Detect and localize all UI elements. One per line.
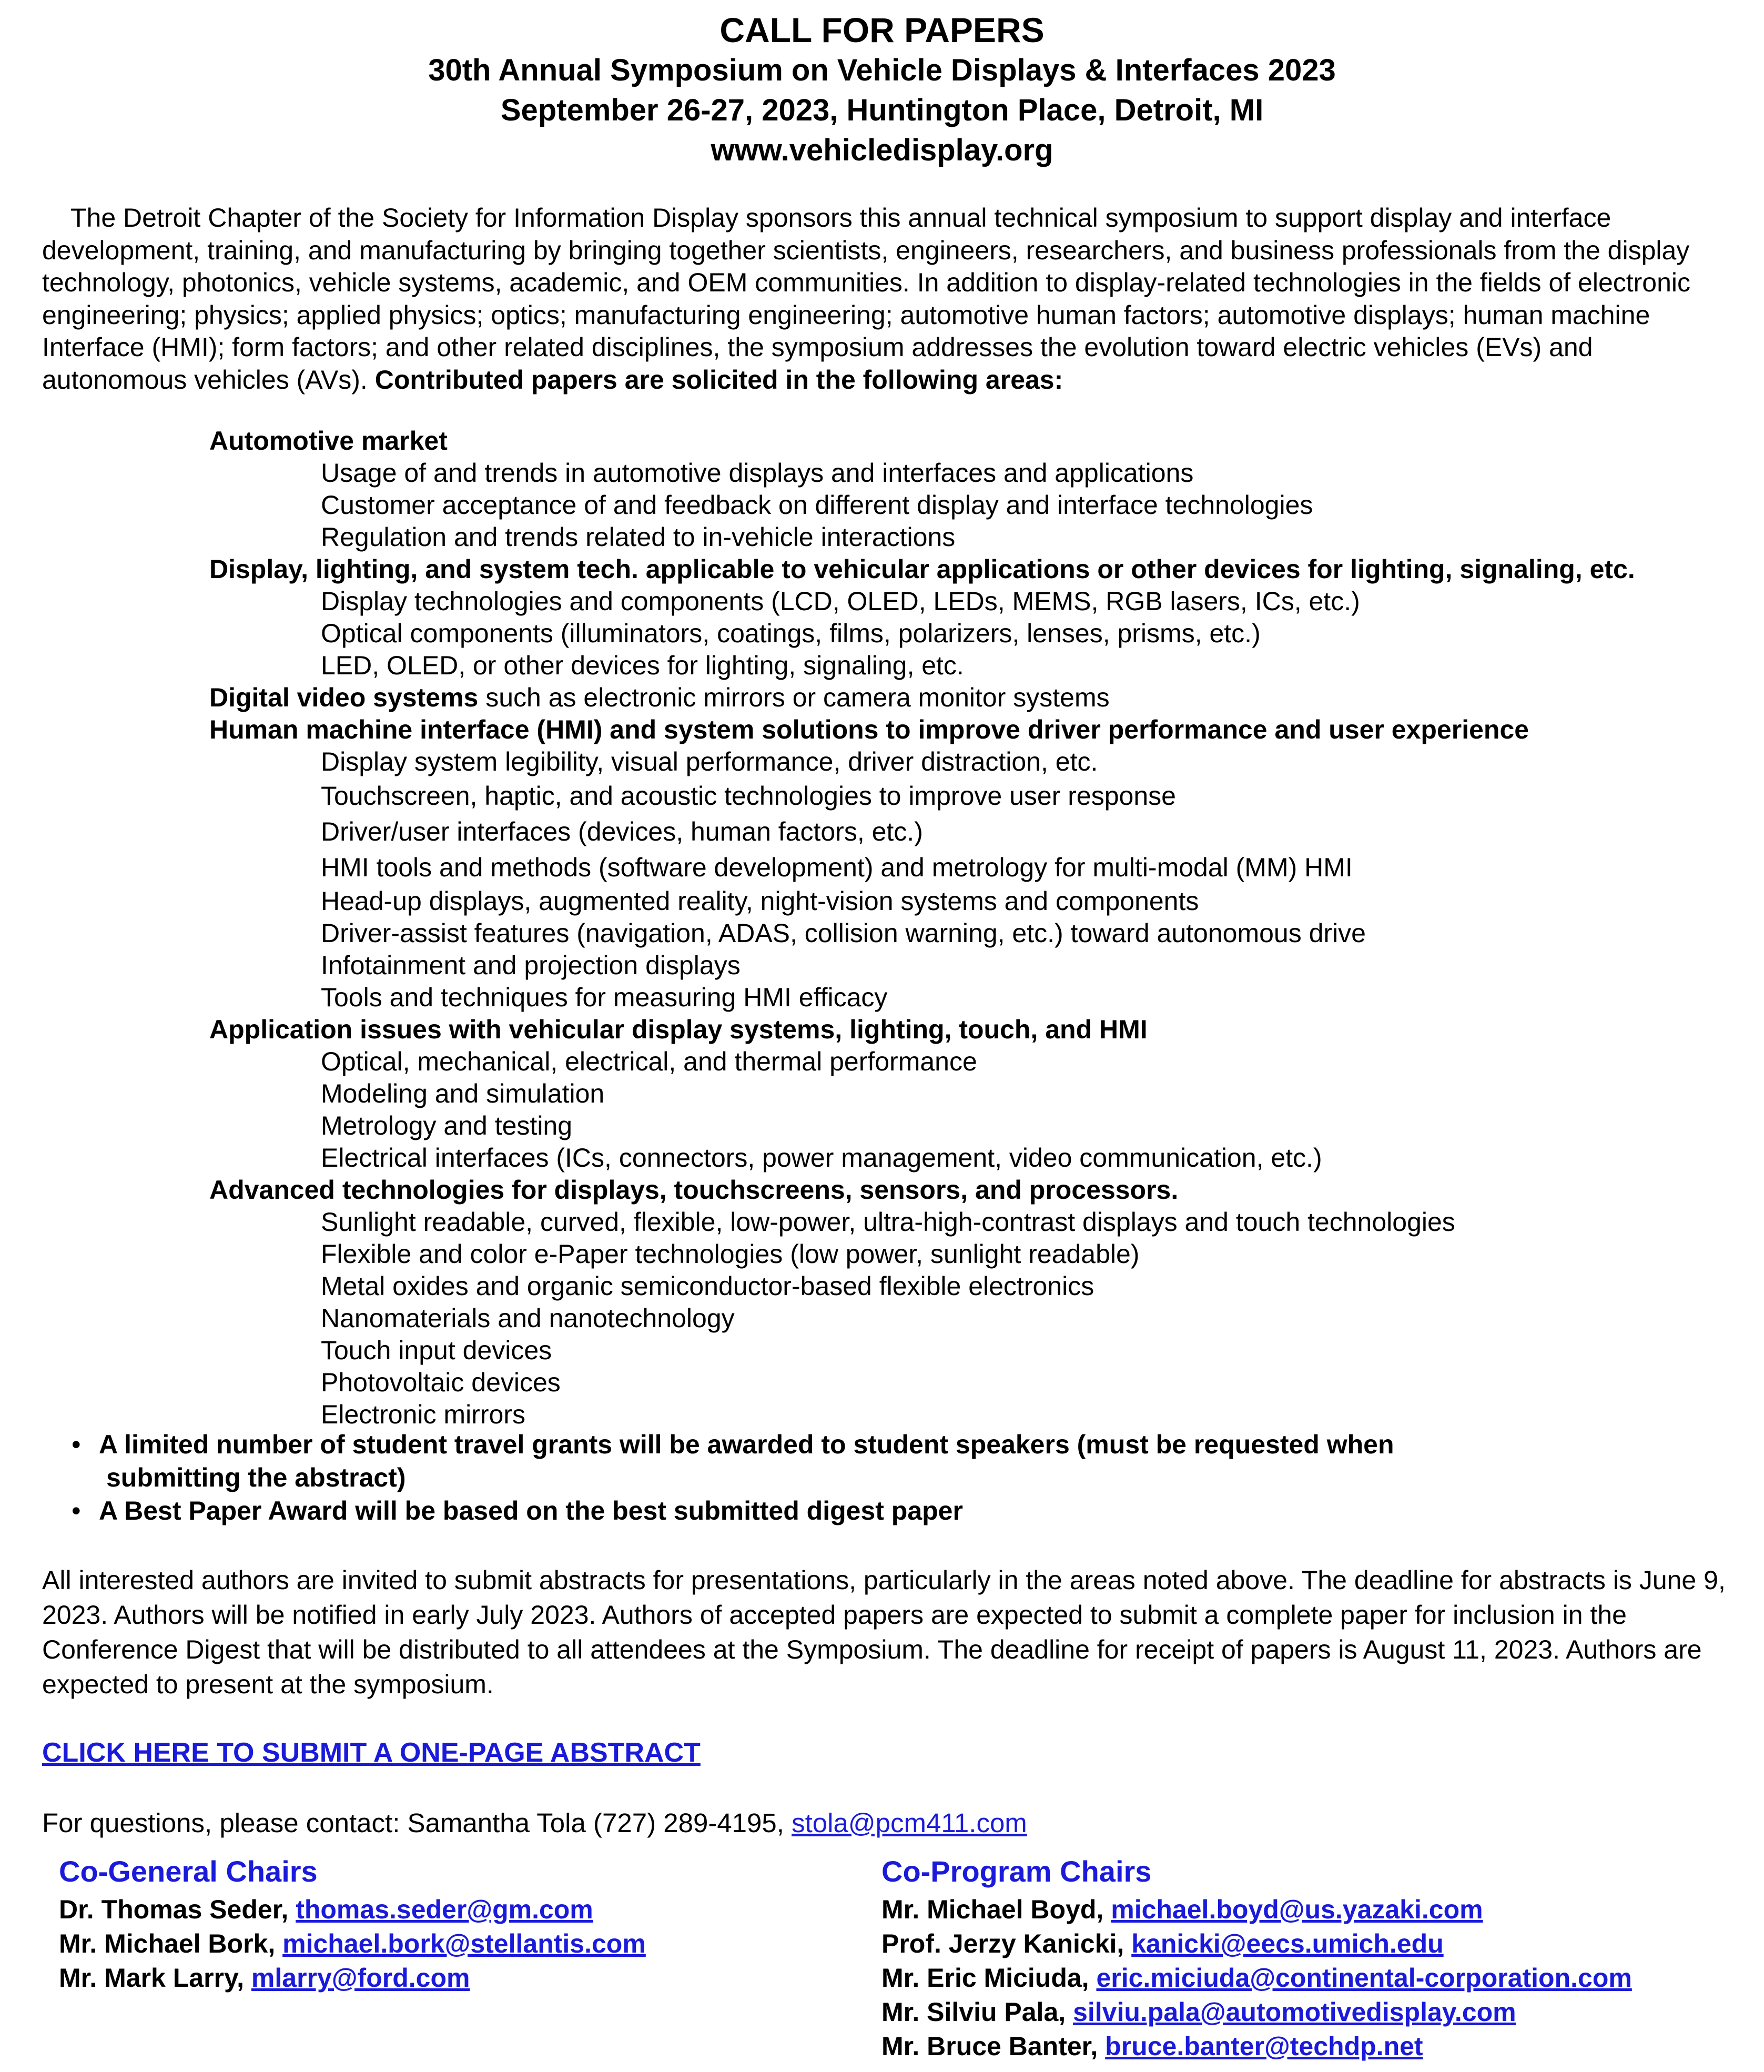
category-display-lighting: Display, lighting, and system tech. applicable to vehicular applications or other devices for lighting, signaling, etc. <box>209 554 1635 584</box>
topic-item: Customer acceptance of and feedback on different display and interface technologies <box>321 490 1313 520</box>
bullet-list <box>68 1428 1699 1528</box>
chair-row: Mr. Michael Boyd, michael.boyd@us.yazaki.com <box>881 1895 1483 1924</box>
bullet-icon: • <box>72 1496 81 1525</box>
chair-row: Mr. Mark Larry, mlarry@ford.com <box>59 1963 470 1993</box>
topic-item: Touch input devices <box>321 1336 552 1365</box>
topic-item: Display technologies and components (LCD, OLED, LEDs, MEMS, RGB lasers, ICs, etc.) <box>321 587 1360 616</box>
category-application-issues: Application issues with vehicular display systems, lighting, touch, and HMI <box>209 1015 1148 1044</box>
contact-line <box>42 1807 1027 1839</box>
category-digital-video: Digital video systems such as electronic mirrors or camera monitor systems <box>209 683 1110 712</box>
submit-abstract-link[interactable]: CLICK HERE TO SUBMIT A ONE-PAGE ABSTRACT <box>42 1737 701 1768</box>
topic-item: Sunlight readable, curved, flexible, low-power, ultra-high-contrast displays and touch technologies <box>321 1207 1455 1237</box>
chair-email-link[interactable]: michael.bork@stellantis.com <box>282 1929 646 1958</box>
topic-item: LED, OLED, or other devices for lighting, signaling, etc. <box>321 651 964 680</box>
topic-item: Tools and techniques for measuring HMI efficacy <box>321 983 888 1012</box>
header <box>0 9 1764 170</box>
page-title: CALL FOR PAPERS <box>719 11 1045 49</box>
topic-item: Electronic mirrors <box>321 1400 525 1429</box>
topic-item: Metal oxides and organic semiconductor-based flexible electronics <box>321 1271 1094 1301</box>
topic-item: Usage of and trends in automotive displays and interfaces and applications <box>321 458 1194 488</box>
topic-item: Driver/user interfaces (devices, human factors, etc.) <box>321 817 923 846</box>
category-automotive-market: Automotive market <box>209 426 448 456</box>
chair-row: Dr. Thomas Seder, thomas.seder@gm.com <box>59 1895 593 1924</box>
topic-areas <box>209 425 1756 1431</box>
intro-text: The Detroit Chapter of the Society for Information Display sponsors this annual technical symposium to support display and interface development, training, and manufacturing by bringing together scientists, engineers, researchers, and business professionals from the display technology, photonics, vehicle systems, academic, and OEM communities. In addition to display-related technologies in the fields of electronic engineering; physics; applied physics; optics; manufacturing engineering; automotive human factors; automotive displays; human machine Interface (HMI); form factors; and other related disciplines, the symposium addresses the evolution toward electric vehicles (EVs) and autonomous vehicles (AVs). <box>42 203 1691 395</box>
chair-row: Mr. Michael Bork, michael.bork@stellantis.com <box>59 1929 646 1958</box>
topic-item: Driver-assist features (navigation, ADAS, collision warning, etc.) toward autonomous drive <box>321 918 1366 948</box>
intro-paragraph <box>42 202 1741 396</box>
topic-item: Photovoltaic devices <box>321 1368 561 1397</box>
bullet-travel-grants: • A limited number of student travel grants will be awarded to student speakers (must be requested when submitting the abstract) <box>68 1428 1699 1494</box>
bullet-icon: • <box>72 1430 81 1459</box>
topic-item: Regulation and trends related to in-vehicle interactions <box>321 522 956 552</box>
topic-item: HMI tools and methods (software development) and metrology for multi-modal (MM) HMI <box>321 853 1353 882</box>
general-chairs <box>59 1852 646 1995</box>
contact-text: For questions, please contact: Samantha Tola (727) 289-4195, <box>42 1808 784 1838</box>
category-advanced-technologies: Advanced technologies for displays, touchscreens, sensors, and processors. <box>209 1175 1179 1205</box>
topic-item: Electrical interfaces (ICs, connectors, power management, video communication, etc.) <box>321 1143 1322 1173</box>
event-name: 30th Annual Symposium on Vehicle Displays & Interfaces 2023 <box>428 53 1336 87</box>
topic-item: Optical components (illuminators, coatings, films, polarizers, lenses, prisms, etc.) <box>321 619 1261 648</box>
chair-row: Mr. Eric Miciuda, eric.miciuda@continental-corporation.com <box>881 1963 1632 1993</box>
topic-item: Optical, mechanical, electrical, and thermal performance <box>321 1047 977 1076</box>
program-chairs <box>881 1852 1632 2064</box>
topic-item: Nanomaterials and nanotechnology <box>321 1303 735 1333</box>
chair-email-link[interactable]: mlarry@ford.com <box>251 1963 470 1993</box>
intro-emphasis: Contributed papers are solicited in the following areas: <box>374 365 1063 395</box>
closing-paragraph: All interested authors are invited to submit abstracts for presentations, particularly in the areas noted above. The deadline for abstracts is June 9, 2023. Authors will be notified in early July 2023. Authors of accepted papers are expected to submit a complete paper for inclusion in the Conference Digest that will be distributed to all attendees at the Symposium. The deadline for receipt of papers is August 11, 2023. Authors are expected to present at the symposium. <box>42 1565 1726 1699</box>
chair-email-link[interactable]: silviu.pala@automotivedisplay.com <box>1073 1997 1516 2027</box>
chair-email-link[interactable]: eric.miciuda@continental-corporation.com <box>1096 1963 1632 1993</box>
topic-item: Flexible and color e-Paper technologies (low power, sunlight readable) <box>321 1239 1140 1269</box>
topic-item: Display system legibility, visual performance, driver distraction, etc. <box>321 747 1098 776</box>
event-date-location: September 26-27, 2023, Huntington Place, Detroit, MI <box>500 93 1264 127</box>
chair-row: Mr. Silviu Pala, silviu.pala@automotivedisplay.com <box>881 1997 1516 2027</box>
event-website[interactable]: www.vehicledisplay.org <box>711 133 1053 167</box>
topic-item: Touchscreen, haptic, and acoustic technologies to improve user response <box>321 781 1176 811</box>
category-hmi: Human machine interface (HMI) and system solutions to improve driver performance and user experience <box>209 715 1529 744</box>
topic-item: Modeling and simulation <box>321 1079 605 1108</box>
general-chairs-heading: Co-General Chairs <box>59 1855 318 1888</box>
topic-item: Infotainment and projection displays <box>321 951 741 980</box>
topic-item: Metrology and testing <box>321 1111 573 1140</box>
chair-email-link[interactable]: bruce.banter@techdp.net <box>1105 2031 1423 2061</box>
chair-email-link[interactable]: michael.boyd@us.yazaki.com <box>1111 1895 1483 1924</box>
chair-row: Prof. Jerzy Kanicki, kanicki@eecs.umich.edu <box>881 1929 1444 1958</box>
contact-email-link[interactable]: stola@pcm411.com <box>792 1808 1027 1838</box>
chair-email-link[interactable]: kanicki@eecs.umich.edu <box>1131 1929 1444 1958</box>
chair-email-link[interactable]: thomas.seder@gm.com <box>296 1895 593 1924</box>
bullet-best-paper: • A Best Paper Award will be based on the best submitted digest paper <box>68 1494 1699 1528</box>
program-chairs-heading: Co-Program Chairs <box>881 1855 1152 1888</box>
chair-row: Mr. Bruce Banter, bruce.banter@techdp.net <box>881 2031 1423 2061</box>
topic-item: Head-up displays, augmented reality, night-vision systems and components <box>321 886 1199 916</box>
